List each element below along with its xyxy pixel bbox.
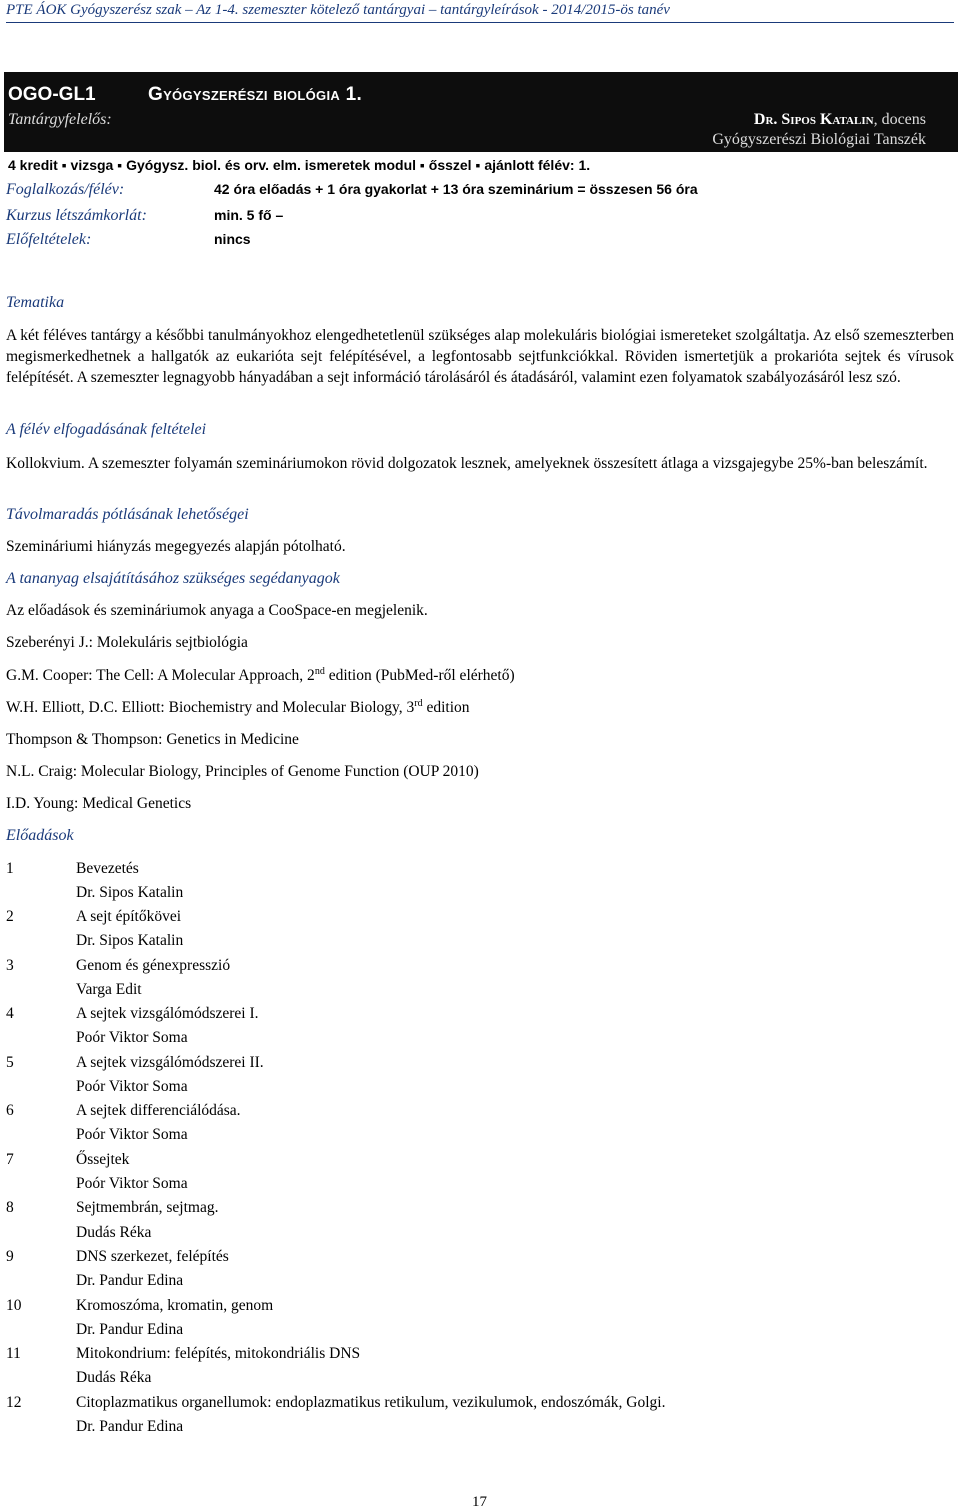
lecture-lecturer: Dr. Pandur Edina [76,1321,184,1338]
lecture-number: 11 [6,1345,21,1362]
department: Gyógyszerészi Biológiai Tanszék [712,131,926,148]
course-meta: 4 kredit ▪ vizsga ▪ Gyógysz. biol. és orv. elm. ismeretek modul ▪ ősszel ▪ ajánlott félév: 1. [8,157,591,173]
responsible-name: Dr. Sipos Katalin [753,111,874,128]
lecture-title: A sejtek differenciálódása. [76,1102,241,1119]
lecture-number: 2 [6,908,14,925]
reference-text: edition [422,699,470,717]
lecture-title: Bevezetés [76,860,139,877]
section-heading-tematika: Tematika [6,294,65,311]
lecture-number: 3 [6,957,14,974]
lecture-number: 4 [6,1005,14,1022]
reference-line [6,666,515,685]
header-rule [6,22,954,23]
tavolmaradas-text: Szemináriumi hiányzás megegyezés alapján pótolható. [6,538,346,555]
lecture-lecturer: Poór Viktor Soma [76,1029,188,1046]
info-row-prereq [6,231,251,249]
info-value: nincs [214,231,251,247]
lecture-title: Genom és génexpresszió [76,957,231,974]
section-heading-segedanyag: A tananyag elsajátításához szükséges segédanyagok [6,570,340,587]
lecture-title: A sejt építőkövei [76,908,182,925]
lecture-title: Mitokondrium: felépítés, mitokondriális DNS [76,1345,361,1362]
lecture-number: 6 [6,1102,14,1119]
course-title: Gyógyszerészi biológia 1. [148,84,363,105]
running-header: PTE ÁOK Gyógyszerész szak – Az 1-4. szemeszter kötelező tantárgyai – tantárgyleírások - 2014/2015-ös tanév [6,2,670,18]
responsible-role: , docens [873,111,926,128]
section-heading-elfogadas: A félév elfogadásának feltételei [6,421,207,438]
info-value: 42 óra előadás + 1 óra gyakorlat + 13 óra szeminárium = összesen 56 óra [214,181,698,197]
lecture-lecturer: Dr. Sipos Katalin [76,884,184,901]
lecture-title: Kromoszóma, kromatin, genom [76,1297,274,1314]
reference-text: W.H. Elliott, D.C. Elliott: Biochemistry and Molecular Biology, 3 [6,699,415,717]
lecture-lecturer: Dr. Pandur Edina [76,1272,184,1289]
reference-sup: nd [314,666,325,677]
info-label: Előfeltételek: [6,231,92,248]
lecture-lecturer: Dudás Réka [76,1224,152,1241]
lecture-lecturer: Poór Viktor Soma [76,1078,188,1095]
info-row-hours [6,181,698,199]
info-value: min. 5 fő – [214,207,284,223]
lecture-number: 7 [6,1151,14,1168]
lecture-title: DNS szerkezet, felépítés [76,1248,229,1265]
lecture-title: A sejtek vizsgálómódszerei II. [76,1054,264,1071]
reference-sup: rd [414,698,423,709]
page-number: 17 [472,1494,487,1510]
course-code: OGO-GL1 [8,84,96,105]
lecture-title: A sejtek vizsgálómódszerei I. [76,1005,259,1022]
reference-line: N.L. Craig: Molecular Biology, Principles of Genome Function (OUP 2010) [6,763,479,780]
responsible-person [754,111,926,129]
lecture-title: Őssejtek [76,1151,130,1168]
lecture-lecturer: Poór Viktor Soma [76,1175,188,1192]
reference-line: I.D. Young: Medical Genetics [6,795,192,812]
lecture-number: 12 [6,1394,22,1411]
lecture-title: Citoplazmatikus organellumok: endoplazmatikus retikulum, vezikulumok, endoszómák, Golgi. [76,1394,666,1411]
lecture-number: 8 [6,1199,14,1216]
responsible-label: Tantárgyfelelős: [8,111,112,128]
section-heading-eloadasok: Előadások [6,827,74,844]
lecture-lecturer: Dudás Réka [76,1369,152,1386]
lecture-number: 10 [6,1297,22,1314]
reference-text: G.M. Cooper: The Cell: A Molecular Approach, 2 [6,667,315,685]
lecture-number: 5 [6,1054,14,1071]
elfogadas-text: Kollokvium. A szemeszter folyamán szemináriumokon rövid dolgozatok lesznek, amelyeknek összesített átlaga a vizsgajegybe 25%-ban beleszámít. [6,455,928,472]
reference-line: Szeberényi J.: Molekuláris sejtbiológia [6,634,248,651]
info-label: Foglalkozás/félév: [6,181,125,198]
info-label: Kurzus létszámkorlát: [6,207,147,224]
reference-text: edition (PubMed-ről elérhető) [324,667,515,685]
lecture-lecturer: Dr. Pandur Edina [76,1418,184,1435]
lecture-lecturer: Poór Viktor Soma [76,1126,188,1143]
reference-line: Az előadások és szemináriumok anyaga a CooSpace-en megjelenik. [6,602,428,619]
tematika-text: A két féléves tantárgy a későbbi tanulmányokhoz elengedhetetlenül szükséges alap molekuláris biológiai ismereteket szolgáltatja. Az első szemeszterben megismerkedhetnek a hallgatók az eukarióta sejt felépítésével, a legfontosabb sejtfunkciókkal. Röviden ismertetjük a prokarióta sejtek és vírusok felépítését. A szemeszter legnagyobb hányadában a sejt információ tárolásáról és átadásáról, valamint ezen folyamatok szabályozásáról lesz szó. [6,327,954,386]
info-row-limit [6,207,283,225]
section-heading-tavolmaradas: Távolmaradás pótlásának lehetőségei [6,506,249,523]
lecture-lecturer: Dr. Sipos Katalin [76,932,184,949]
lecture-number: 1 [6,860,14,877]
reference-line [6,698,470,717]
reference-line: Thompson & Thompson: Genetics in Medicine [6,731,299,748]
lecture-title: Sejtmembrán, sejtmag. [76,1199,219,1216]
lecture-lecturer: Varga Edit [76,981,142,998]
lecture-number: 9 [6,1248,14,1265]
